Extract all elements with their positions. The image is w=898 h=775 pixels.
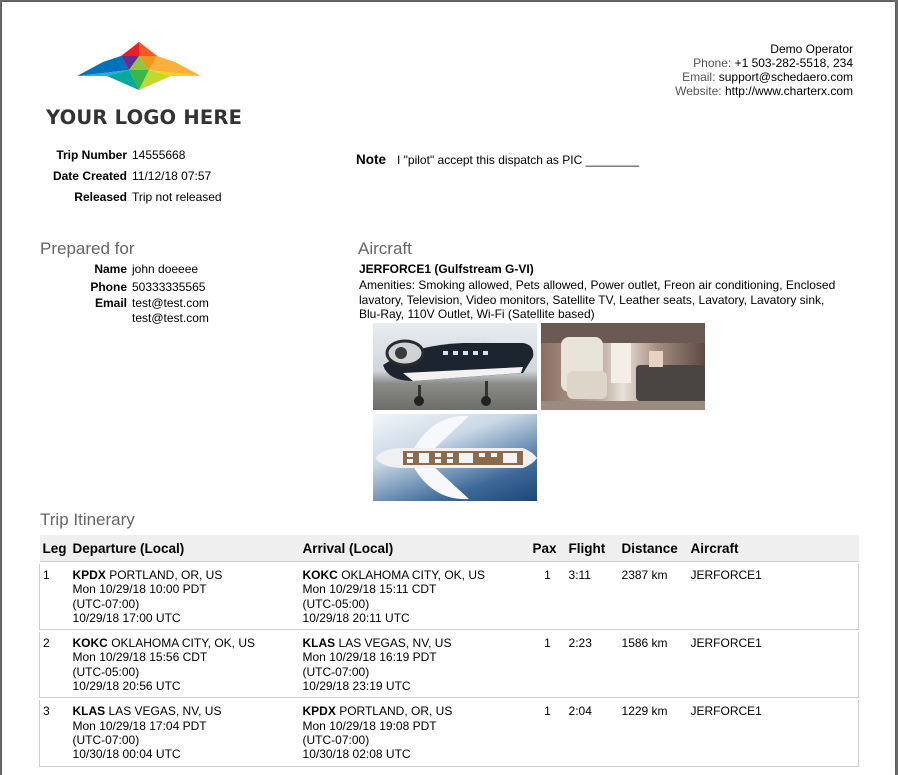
departure-utc: 10/29/18 20:56 UTC	[72, 679, 181, 694]
trip-info	[47, 145, 222, 208]
website-label: Website:	[675, 84, 722, 98]
flight-time-cell: 2:04	[566, 700, 619, 766]
aircraft-cell: JERFORCE1	[688, 700, 859, 766]
aircraft-interior-photo	[541, 323, 705, 410]
departure-city: LAS VEGAS, NV, US	[105, 704, 222, 719]
table-row	[40, 564, 859, 630]
aircraft-title: Aircraft	[358, 239, 412, 258]
exterior-photo-label: JERFORCE1	[455, 338, 491, 344]
operator-info	[675, 42, 853, 98]
departure-local: Mon 10/29/18 15:56 CDT	[72, 650, 208, 665]
table-row	[40, 700, 859, 766]
phone-label: Phone	[90, 280, 127, 294]
distance-cell: 2387 km	[619, 564, 688, 630]
note-text: I "pilot" accept this dispatch as PIC ________	[397, 153, 639, 167]
operator-email[interactable]: support@schedaero.com	[718, 70, 853, 84]
arrival-local: Mon 10/29/18 19:08 PDT	[302, 718, 437, 733]
table-row	[40, 632, 859, 698]
prepared-for-title: Prepared for	[40, 239, 135, 258]
departure-cell	[70, 632, 300, 698]
prepared-for-info	[87, 260, 209, 326]
name-label: Name	[94, 262, 127, 276]
released-label: Released	[74, 190, 127, 204]
arrival-code: KOKC	[302, 568, 338, 582]
client-phone: 50333335565	[132, 280, 206, 294]
arrival-offset: (UTC-05:00)	[302, 596, 370, 611]
arrival-local: Mon 10/29/18 16:19 PDT	[302, 650, 437, 665]
arrival-cell	[300, 564, 530, 630]
departure-local: Mon 10/29/18 17:04 PDT	[72, 718, 207, 733]
aircraft-amenities: Amenities: Smoking allowed, Pets allowed, Power outlet, Freon air conditioning, Enclosed lavatory, Television, Video monitors, Satellite TV, Leather seats, Lavatory, Lavatory sink, Blu-Ray, 110V Outlet, Wi-Fi (Satellite based)	[359, 278, 836, 321]
client-email[interactable]: test@test.com	[132, 311, 209, 325]
aircraft-exterior-photo	[373, 323, 537, 410]
col-header-leg: Leg	[40, 535, 70, 562]
leg-number: 3	[40, 700, 70, 766]
departure-offset: (UTC-07:00)	[72, 596, 140, 611]
arrival-offset: (UTC-07:00)	[302, 664, 370, 679]
operator-name: Demo Operator	[770, 42, 853, 56]
arrival-city: LAS VEGAS, NV, US	[335, 636, 452, 651]
col-header-pax: Pax	[530, 535, 566, 562]
departure-code: KLAS	[72, 704, 106, 719]
flight-time-cell: 3:11	[566, 564, 619, 630]
note-label: Note	[356, 152, 386, 167]
arrival-city: PORTLAND, OR, US	[335, 704, 453, 719]
client-name: john doeeee	[132, 262, 199, 276]
departure-cell	[70, 700, 300, 766]
arrival-code: KLAS	[302, 636, 336, 651]
departure-city: PORTLAND, OR, US	[105, 568, 223, 582]
arrival-cell	[300, 632, 530, 698]
arrival-code: KPDX	[302, 704, 336, 719]
operator-phone: +1 503-282-5518, 234	[734, 56, 853, 70]
departure-code: KPDX	[72, 568, 106, 582]
arrival-utc: 10/30/18 02:08 UTC	[302, 747, 411, 762]
arrival-utc: 10/29/18 20:11 UTC	[302, 610, 410, 625]
operator-website[interactable]: http://www.charterx.com	[724, 84, 853, 98]
col-header-distance: Distance	[619, 535, 688, 562]
pax-cell: 1	[530, 700, 566, 766]
email-label: Email	[94, 296, 127, 310]
email-label: Email:	[682, 70, 716, 84]
date-created-label: Date Created	[52, 169, 127, 183]
trip-number-label: Trip Number	[56, 148, 127, 162]
col-header-arrival: Arrival (Local)	[300, 535, 530, 562]
date-created: 11/12/18 07:57	[132, 169, 212, 183]
departure-city: OKLAHOMA CITY, OK, US	[107, 636, 256, 651]
released-status: Trip not released	[132, 190, 222, 204]
itinerary-table	[39, 535, 859, 767]
logo-icon	[77, 42, 201, 90]
flight-time-cell: 2:23	[566, 632, 619, 698]
client-email[interactable]: test@test.com	[132, 296, 209, 310]
aircraft-cell: JERFORCE1	[688, 564, 859, 630]
pax-cell: 1	[530, 564, 566, 630]
aircraft-cell: JERFORCE1	[688, 632, 859, 698]
arrival-city: OKLAHOMA CITY, OK, US	[337, 568, 486, 582]
leg-number: 1	[40, 564, 70, 630]
departure-offset: (UTC-07:00)	[72, 732, 140, 747]
logo-text: YOUR LOGO HERE	[46, 106, 243, 129]
departure-local: Mon 10/29/18 10:00 PDT	[72, 582, 207, 597]
leg-number: 2	[40, 632, 70, 698]
aircraft-floorplan-photo	[373, 414, 537, 501]
departure-code: KOKC	[72, 636, 108, 651]
trip-number: 14555668	[132, 148, 186, 162]
distance-cell: 1586 km	[619, 632, 688, 698]
pax-cell: 1	[530, 632, 566, 698]
departure-utc: 10/30/18 00:04 UTC	[72, 747, 181, 762]
arrival-utc: 10/29/18 23:19 UTC	[302, 679, 411, 694]
phone-label: Phone:	[693, 56, 732, 70]
distance-cell: 1229 km	[619, 700, 688, 766]
aircraft-name: JERFORCE1 (Gulfstream G-VI)	[359, 262, 534, 276]
document-page	[2, 2, 895, 775]
departure-offset: (UTC-05:00)	[72, 664, 140, 679]
arrival-cell	[300, 700, 530, 766]
col-header-departure: Departure (Local)	[70, 535, 300, 562]
departure-cell	[70, 564, 300, 630]
col-header-aircraft: Aircraft	[688, 535, 859, 562]
col-header-flight: Flight	[566, 535, 619, 562]
arrival-offset: (UTC-07:00)	[302, 732, 370, 747]
departure-utc: 10/29/18 17:00 UTC	[72, 610, 181, 625]
arrival-local: Mon 10/29/18 15:11 CDT	[302, 582, 437, 597]
itinerary-title: Trip Itinerary	[40, 510, 135, 529]
